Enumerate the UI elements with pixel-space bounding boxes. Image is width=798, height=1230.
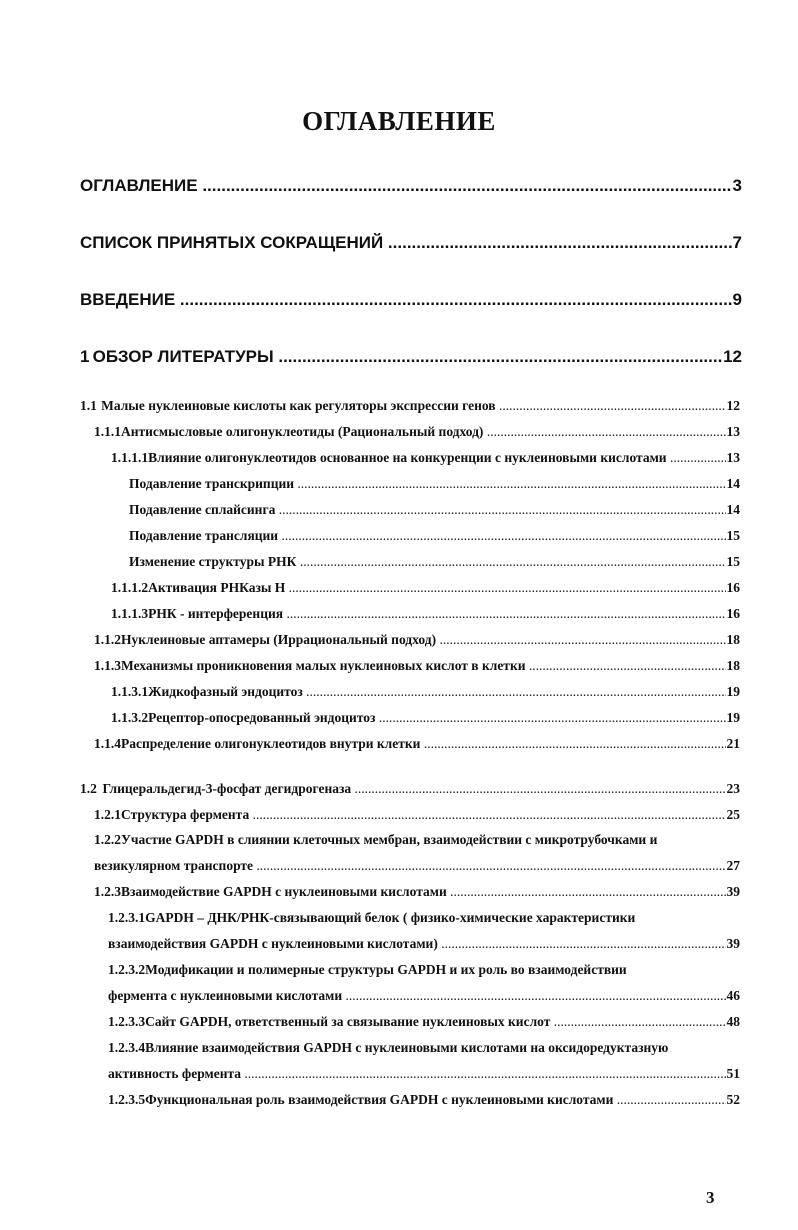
toc-entry-number: 1.2.2	[94, 832, 121, 847]
toc-entry[interactable]	[129, 554, 740, 570]
toc-entry-page: 7	[732, 233, 742, 252]
toc-entry-text: Функциональная роль взаимодействия GAPDH с нуклеиновыми кислотами .....	[145, 1092, 725, 1108]
toc-entry-page: 39	[726, 936, 740, 951]
toc-entry[interactable]	[94, 736, 740, 752]
toc-entry-page: 27	[726, 858, 740, 873]
toc-entry-number: 1.1.1.1	[111, 450, 149, 465]
toc-entry-text: активность фермента .....	[108, 1066, 726, 1082]
toc-entry[interactable]	[80, 347, 742, 367]
toc-entry[interactable]	[108, 936, 740, 952]
toc-entry-number: 1.1.2	[94, 632, 121, 647]
toc-entry-number: 1.2.3.4	[108, 1040, 146, 1055]
toc-entry-number: 1.2.3.3	[108, 1014, 146, 1029]
toc-entry-text: взаимодействия GAPDH с нуклеиновыми кислотами) .....	[108, 936, 726, 952]
toc-entry-page: 16	[726, 580, 740, 595]
toc-entry-text: Влияние олигонуклеотидов основанное на конкуренции с нуклеиновыми кислотами .....	[148, 450, 725, 466]
toc-entry-text: Подавление трансляции .....	[129, 528, 726, 544]
toc-entry-number: 1.2.3.5	[108, 1092, 146, 1107]
toc-entry[interactable]	[111, 684, 740, 700]
toc-entry-number: 1.2	[80, 781, 97, 796]
toc-entry-text: ОБЗОР ЛИТЕРАТУРЫ .....	[93, 347, 722, 367]
toc-entry-number: 1.1.4	[94, 736, 121, 751]
toc-entry-page: 48	[726, 1014, 740, 1029]
toc-entry-page: 3	[732, 176, 742, 195]
toc-entry-page: 23	[726, 781, 740, 796]
toc-entry-text: Подавление сплайсинга .....	[129, 502, 726, 518]
toc-entry-text: Участие GAPDH в слиянии клеточных мембран, взаимодействии с микротрубочками и	[121, 832, 658, 847]
toc-entry-text: фермента с нуклеиновыми кислотами .....	[108, 988, 726, 1004]
toc-entry-text: Механизмы проникновения малых нуклеиновых кислот в клетки .....	[121, 658, 726, 674]
toc-entry[interactable]	[94, 858, 740, 874]
toc-entry-text: Глицеральдегид-3-фосфат дегидрогеназа .....	[102, 781, 725, 797]
toc-entry-number: 1.1.1	[94, 424, 121, 439]
toc-entry-page: 16	[726, 606, 740, 621]
toc-entry[interactable]	[94, 424, 740, 440]
toc-entry-text: везикулярном транспорте .....	[94, 858, 726, 874]
toc-entry-line1	[108, 962, 627, 978]
toc-entry-number: 1.2.3	[94, 884, 121, 899]
toc-entry-number: 1.2.3.2	[108, 962, 146, 977]
toc-entry-page: 18	[726, 658, 740, 673]
toc-entry-text: Влияние взаимодействия GAPDH с нуклеиновыми кислотами на оксидоредуктазную	[145, 1040, 669, 1055]
toc-entry[interactable]	[80, 233, 742, 253]
toc-entry[interactable]	[108, 1014, 740, 1030]
toc-entry-text: РНК - интерференция .....	[148, 606, 725, 622]
toc-entry[interactable]	[80, 398, 740, 414]
toc-entry[interactable]	[94, 807, 740, 823]
toc-entry-text: СПИСОК ПРИНЯТЫХ СОКРАЩЕНИЙ .....	[80, 233, 732, 253]
toc-entry-page: 21	[726, 736, 740, 751]
toc-entry-number: 1.2.1	[94, 807, 121, 822]
toc-entry-page: 18	[726, 632, 740, 647]
toc-entry-text: Активация РНКазы Н .....	[148, 580, 725, 596]
toc-entry[interactable]	[80, 290, 742, 310]
toc-entry[interactable]	[129, 476, 740, 492]
toc-entry-page: 13	[726, 450, 740, 465]
toc-entry-text: Подавление транскрипции .....	[129, 476, 726, 492]
toc-entry[interactable]	[111, 580, 740, 596]
toc-entry-page: 13	[726, 424, 740, 439]
toc-entry-number: 1.1.3	[94, 658, 121, 673]
toc-entry-text: Распределение олигонуклеотидов внутри клетки .....	[121, 736, 726, 752]
toc-entry-number: 1.1.3.1	[111, 684, 149, 699]
toc-entry-number: 1.1.3.2	[111, 710, 149, 725]
toc-entry-text: Сайт GAPDH, ответственный за связывание нуклеиновых кислот .....	[145, 1014, 725, 1030]
toc-entry-text: Изменение структуры РНК .....	[129, 554, 726, 570]
toc-entry-page: 19	[726, 710, 740, 725]
toc-entry-text: GAPDH – ДНК/РНК-связывающий белок ( физико-химические характеристики	[145, 910, 636, 925]
toc-entry[interactable]	[108, 988, 740, 1004]
toc-entry-page: 46	[726, 988, 740, 1003]
toc-entry-text: Модификации и полимерные структуры GAPDH и их роль во взаимодействии	[145, 962, 627, 977]
toc-entry[interactable]	[108, 1092, 740, 1108]
toc-entry-page: 14	[726, 476, 740, 491]
toc-entry[interactable]	[129, 528, 740, 544]
toc-entry-number: 1.1	[80, 398, 97, 413]
toc-entry-number: 1.1.1.2	[111, 580, 149, 595]
toc-entry-page: 25	[726, 807, 740, 822]
toc-entry[interactable]	[111, 606, 740, 622]
toc-entry-text: ОГЛАВЛЕНИЕ .....	[80, 176, 732, 196]
toc-entry[interactable]	[108, 1066, 740, 1082]
toc-entry-line1	[108, 1040, 668, 1056]
toc-entry-page: 12	[723, 347, 742, 366]
toc-entry-text: Малые нуклеиновые кислоты как регуляторы экспрессии генов .....	[101, 398, 725, 414]
toc-entry-page: 12	[726, 398, 740, 413]
toc-entry-number: 1.1.1.3	[111, 606, 149, 621]
toc-entry-number: 1.2.3.1	[108, 910, 146, 925]
toc-entry-page: 9	[732, 290, 742, 309]
toc-entry[interactable]	[80, 781, 740, 797]
toc-entry-text: Рецептор-опосредованный эндоцитоз .....	[148, 710, 725, 726]
toc-entry-line1	[108, 910, 635, 926]
toc-entry-text: Взаимодействие GAPDH с нуклеиновыми кислотами .....	[121, 884, 726, 900]
toc-entry[interactable]	[94, 632, 740, 648]
toc-entry-text: Жидкофазный эндоцитоз .....	[148, 684, 725, 700]
page-number: 3	[706, 1188, 715, 1207]
toc-entry[interactable]	[111, 710, 740, 726]
toc-entry[interactable]	[94, 884, 740, 900]
toc-entry-page: 39	[726, 884, 740, 899]
toc-entry-number: 1	[80, 347, 90, 366]
toc-entry-text: Структура фермента .....	[121, 807, 726, 823]
toc-entry-text: Нуклеиновые аптамеры (Иррациональный подход) .....	[121, 632, 726, 648]
toc-entry[interactable]	[94, 658, 740, 674]
toc-entry[interactable]	[111, 450, 740, 466]
toc-entry-line1	[94, 832, 657, 848]
toc-entry[interactable]	[80, 176, 742, 196]
toc-entry[interactable]	[129, 502, 740, 518]
toc-entry-page: 52	[726, 1092, 740, 1107]
toc-entry-text: ВВЕДЕНИЕ .....	[80, 290, 732, 310]
toc-entry-page: 51	[726, 1066, 740, 1081]
toc-entry-page: 15	[726, 554, 740, 569]
toc-entry-page: 14	[726, 502, 740, 517]
toc-entry-page: 19	[726, 684, 740, 699]
page-title: ОГЛАВЛЕНИЕ	[302, 106, 496, 136]
toc-entry-text: Антисмысловые олигонуклеотиды (Рациональный подход) .....	[121, 424, 726, 440]
toc-entry-page: 15	[726, 528, 740, 543]
